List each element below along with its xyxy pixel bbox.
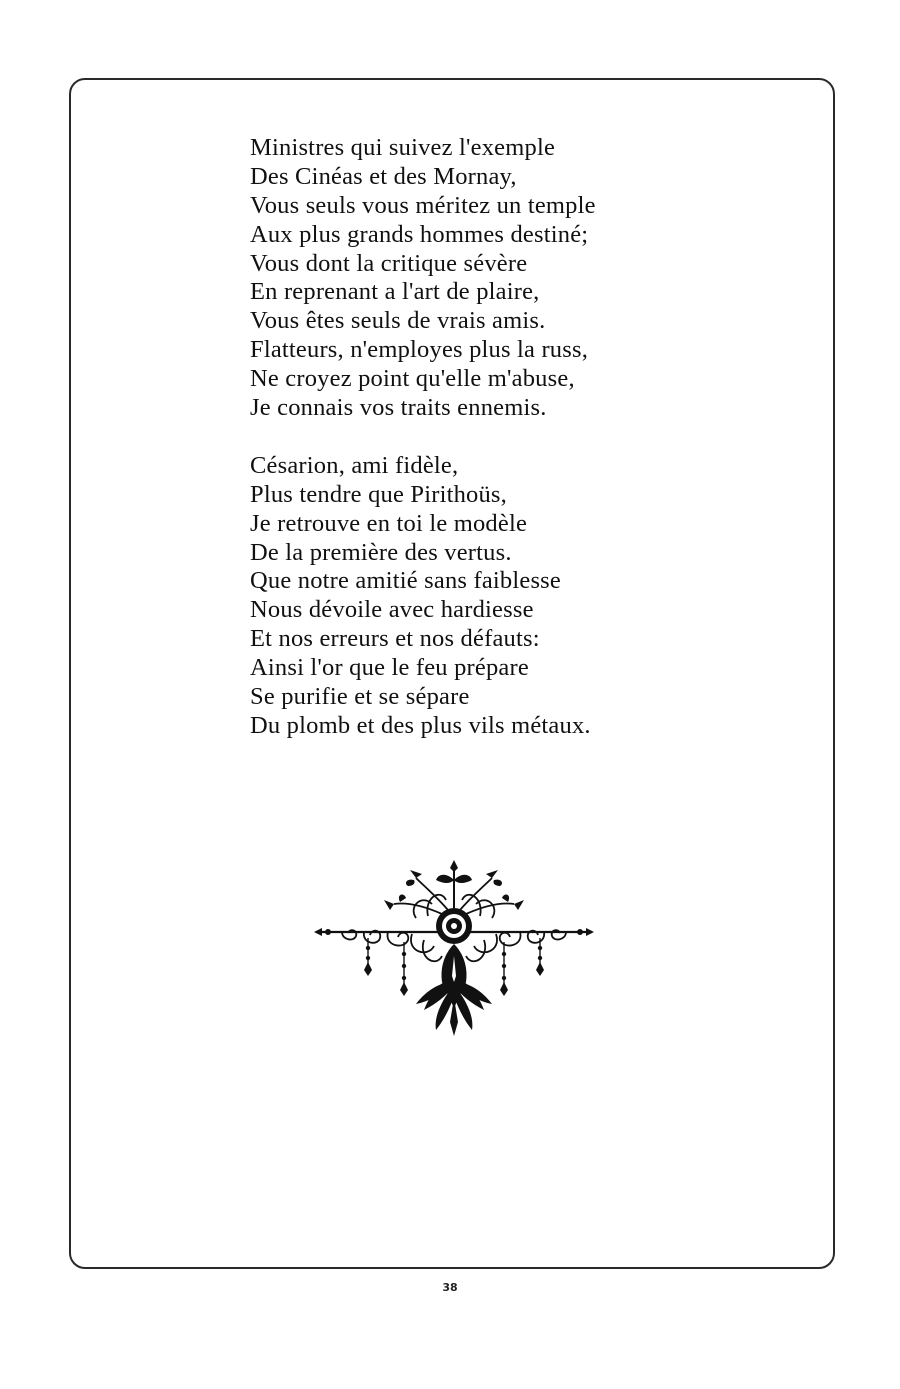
stanza-1: [250, 134, 690, 423]
verse-line: De la première des vertus.: [250, 538, 512, 566]
verse-line: En reprenant a l'art de plaire,: [250, 278, 540, 306]
page-number: 38: [442, 1281, 458, 1294]
verse-line: Plus tendre que Pirithoüs,: [250, 480, 507, 508]
verse-line: Vous seuls vous méritez un temple: [250, 191, 596, 219]
verse-line: Je retrouve en toi le modèle: [250, 509, 528, 537]
verse-line: Ne croyez point qu'elle m'abuse,: [250, 365, 575, 393]
verse-line: Je connais vos traits ennemis.: [250, 394, 547, 422]
verse-line: Césarion, ami fidèle,: [250, 451, 459, 479]
poem: [250, 134, 690, 741]
floral-vignette-icon: [312, 858, 596, 1040]
verse-line: Nous dévoile avec hardiesse: [250, 596, 534, 624]
verse-line: Ministres qui suivez l'exemple: [250, 134, 556, 161]
verse-line: Des Cinéas et des Mornay,: [250, 162, 517, 190]
verse-line: Ainsi l'or que le feu prépare: [250, 654, 529, 682]
verse-line: Vous êtes seuls de vrais amis.: [250, 307, 546, 335]
stanza-2: [250, 452, 690, 741]
verse-line: Flatteurs, n'employes plus la russ,: [250, 336, 589, 364]
verse-line: Que notre amitié sans faiblesse: [250, 567, 561, 595]
verse-line: Et nos erreurs et nos défauts:: [250, 625, 540, 653]
verse-line: Aux plus grands hommes destiné;: [250, 220, 589, 248]
verse-line: Du plomb et des plus vils métaux.: [250, 711, 591, 739]
verse-line: Se purifie et se sépare: [250, 683, 470, 711]
verse-line: Vous dont la critique sévère: [250, 249, 528, 277]
